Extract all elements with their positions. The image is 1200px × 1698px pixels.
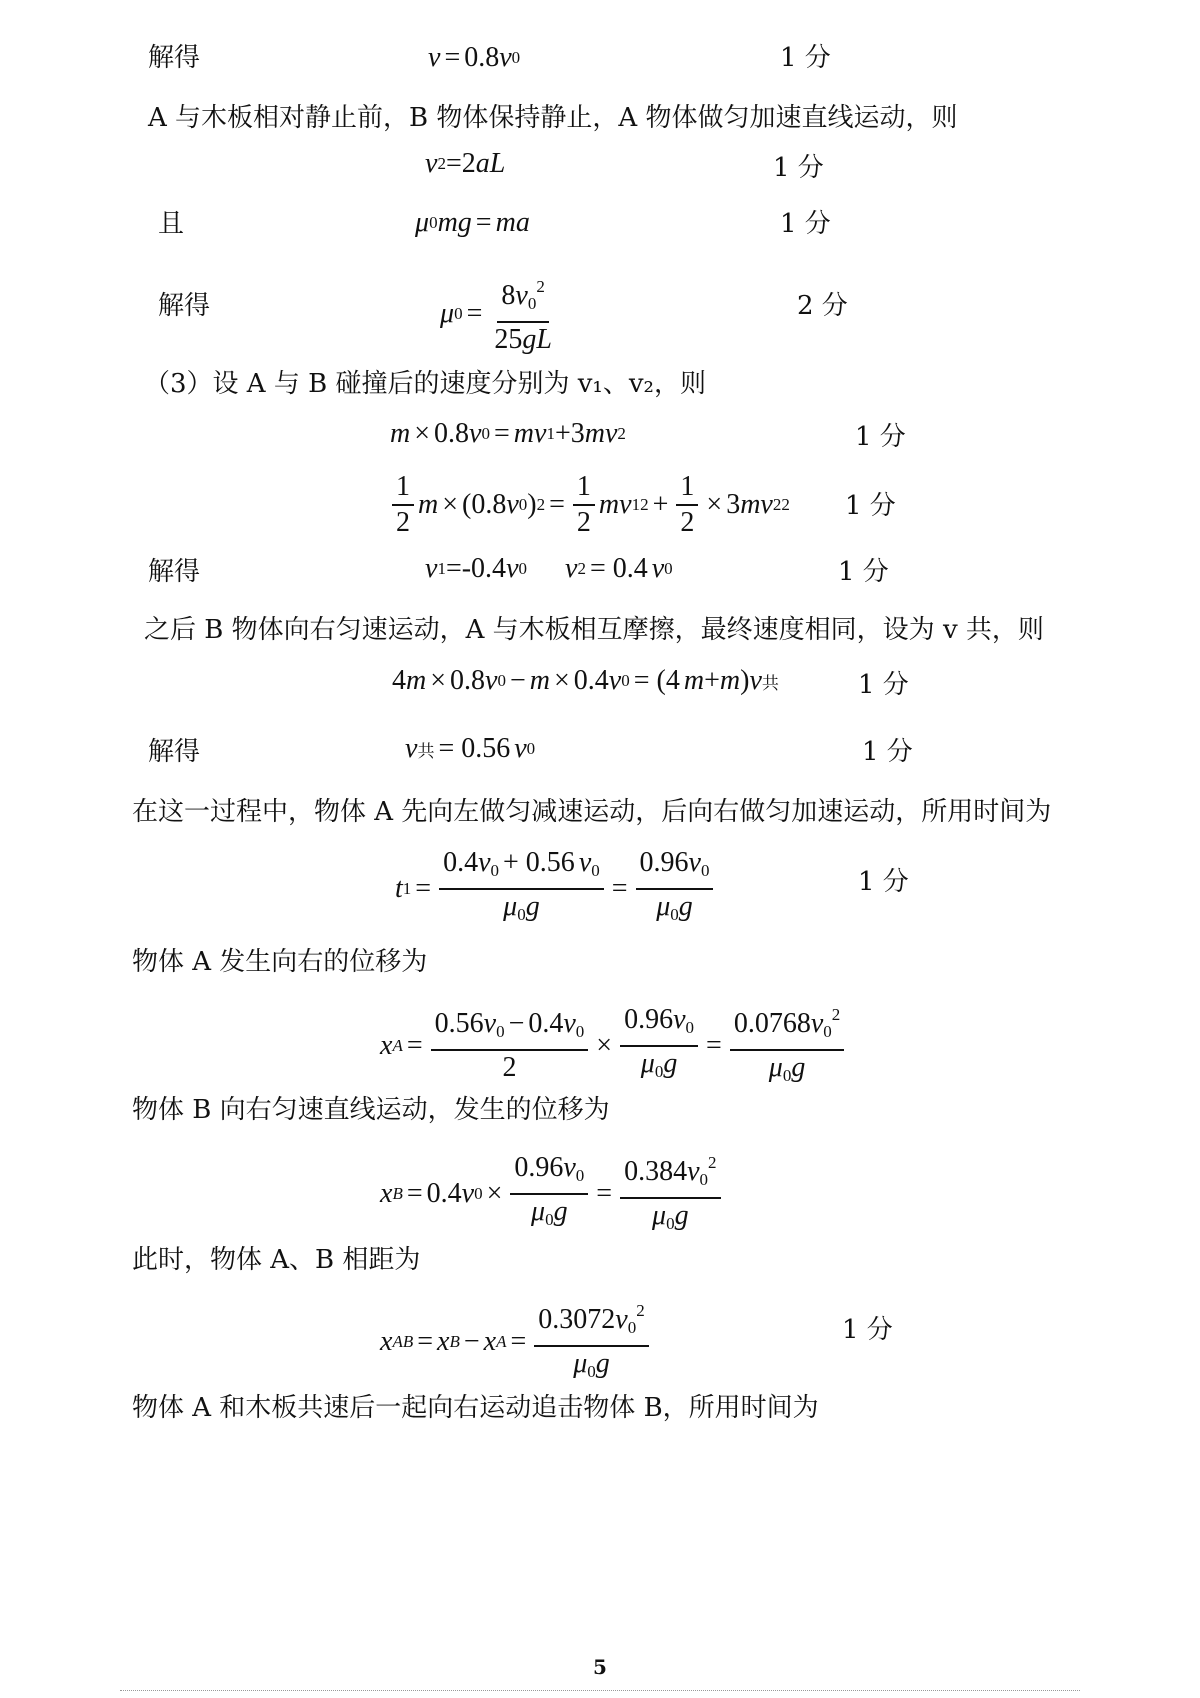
- equation-common-velocity: 4 m × 0.8 v 0 − m × 0.4 v 0 = (4 m + m ) v 共: [392, 665, 779, 696]
- score-8: 1 分: [845, 491, 896, 521]
- text-line-21: 物体 A 和木板共速后一起向右运动追击物体 B，所用时间为: [132, 1393, 819, 1423]
- equation-v2-eq-2aL: v 2 =2 a L: [425, 148, 506, 179]
- equation-momentum: m × 0.8 v 0 = m v 1 +3 m v 2: [390, 418, 626, 449]
- score-11: 1 分: [858, 670, 909, 700]
- score-20: 1 分: [842, 1315, 893, 1345]
- equation-vgong-result: v 共 = 0.56 v 0: [405, 733, 536, 764]
- equation-mu0mg-eq-ma: μ 0 m g = m a: [415, 207, 530, 238]
- equation-energy: $\frac{1}{2}$ m × (0.8 v 0 ) 2 = $\frac{1}{2}$ m v 1 2 + $\frac{1}{2}$ × 3 m v 2 2: [388, 472, 790, 538]
- equation-xB: x B = 0.4 v 0 × $\frac{0.96v_0}{\mu_0g}$ = $\frac{0.384v_0^2}{\mu_0g}$: [380, 1148, 725, 1239]
- score-7: 1 分: [855, 422, 906, 452]
- label-qie: 且: [158, 209, 185, 239]
- text-line-17: 物体 B 向右匀速直线运动，发生的位移为: [132, 1095, 610, 1125]
- equation-mu0-result: μ 0 = $\frac{8v_0^2}{25gL}$: [440, 272, 560, 355]
- text-line-10: 之后 B 物体向右匀速运动，A 与木板相互摩擦，最终速度相同，设为 v 共，则: [144, 615, 1044, 645]
- text-line-13: 在这一过程中，物体 A 先向左做匀减速运动，后向右做匀加速运动，所用时间为: [132, 797, 1052, 827]
- footer-divider: [120, 1690, 1080, 1691]
- text-line-15: 物体 A 发生向右的位移为: [132, 947, 428, 977]
- equation-v-eq-0.8v0: v = 0.8 v 0: [428, 42, 521, 73]
- equation-v1-v2: v 1 =-0.4 v 0 v 2 = 0.4 v 0: [425, 553, 673, 584]
- score-12: 1 分: [862, 737, 913, 767]
- score-5: 2 分: [797, 291, 848, 321]
- score-9: 1 分: [838, 557, 889, 587]
- equation-xA: x A = $\frac{0.56v_0 - 0.4v_0}{2}$ × $\frac{0.96v_0}{\mu_0g}$ = $\frac{0.0768v_0^2}{\mu_0g}$: [380, 1000, 848, 1091]
- score-3: 1 分: [773, 153, 824, 183]
- score-4: 1 分: [780, 209, 831, 239]
- label-jiede-1: 解得: [148, 43, 201, 73]
- label-jiede-12: 解得: [148, 737, 201, 767]
- fraction: $\frac{8v_0^2}{25gL}$: [490, 272, 556, 355]
- text-line-6: （3）设 A 与 B 碰撞后的速度分别为 v₁、v₂，则: [144, 369, 706, 399]
- text-line-19: 此时，物体 A、B 相距为: [132, 1245, 421, 1275]
- page-number: 5: [593, 1655, 607, 1679]
- label-jiede-9: 解得: [148, 557, 201, 587]
- equation-xAB: x AB = x B − x A = $\frac{0.3072v_0^2}{\mu_0g}$: [380, 1296, 653, 1387]
- text-line-2: A 与木板相对静止前，B 物体保持静止，A 物体做匀加速直线运动，则: [148, 103, 958, 133]
- score-1: 1 分: [780, 43, 831, 73]
- label-jiede-5: 解得: [158, 291, 211, 321]
- score-14: 1 分: [858, 867, 909, 897]
- equation-t1: t 1 = $\frac{0.4v_0 + 0.56 v_0}{\mu_0g}$ = $\frac{0.96v_0}{\mu_0g}$: [395, 848, 717, 930]
